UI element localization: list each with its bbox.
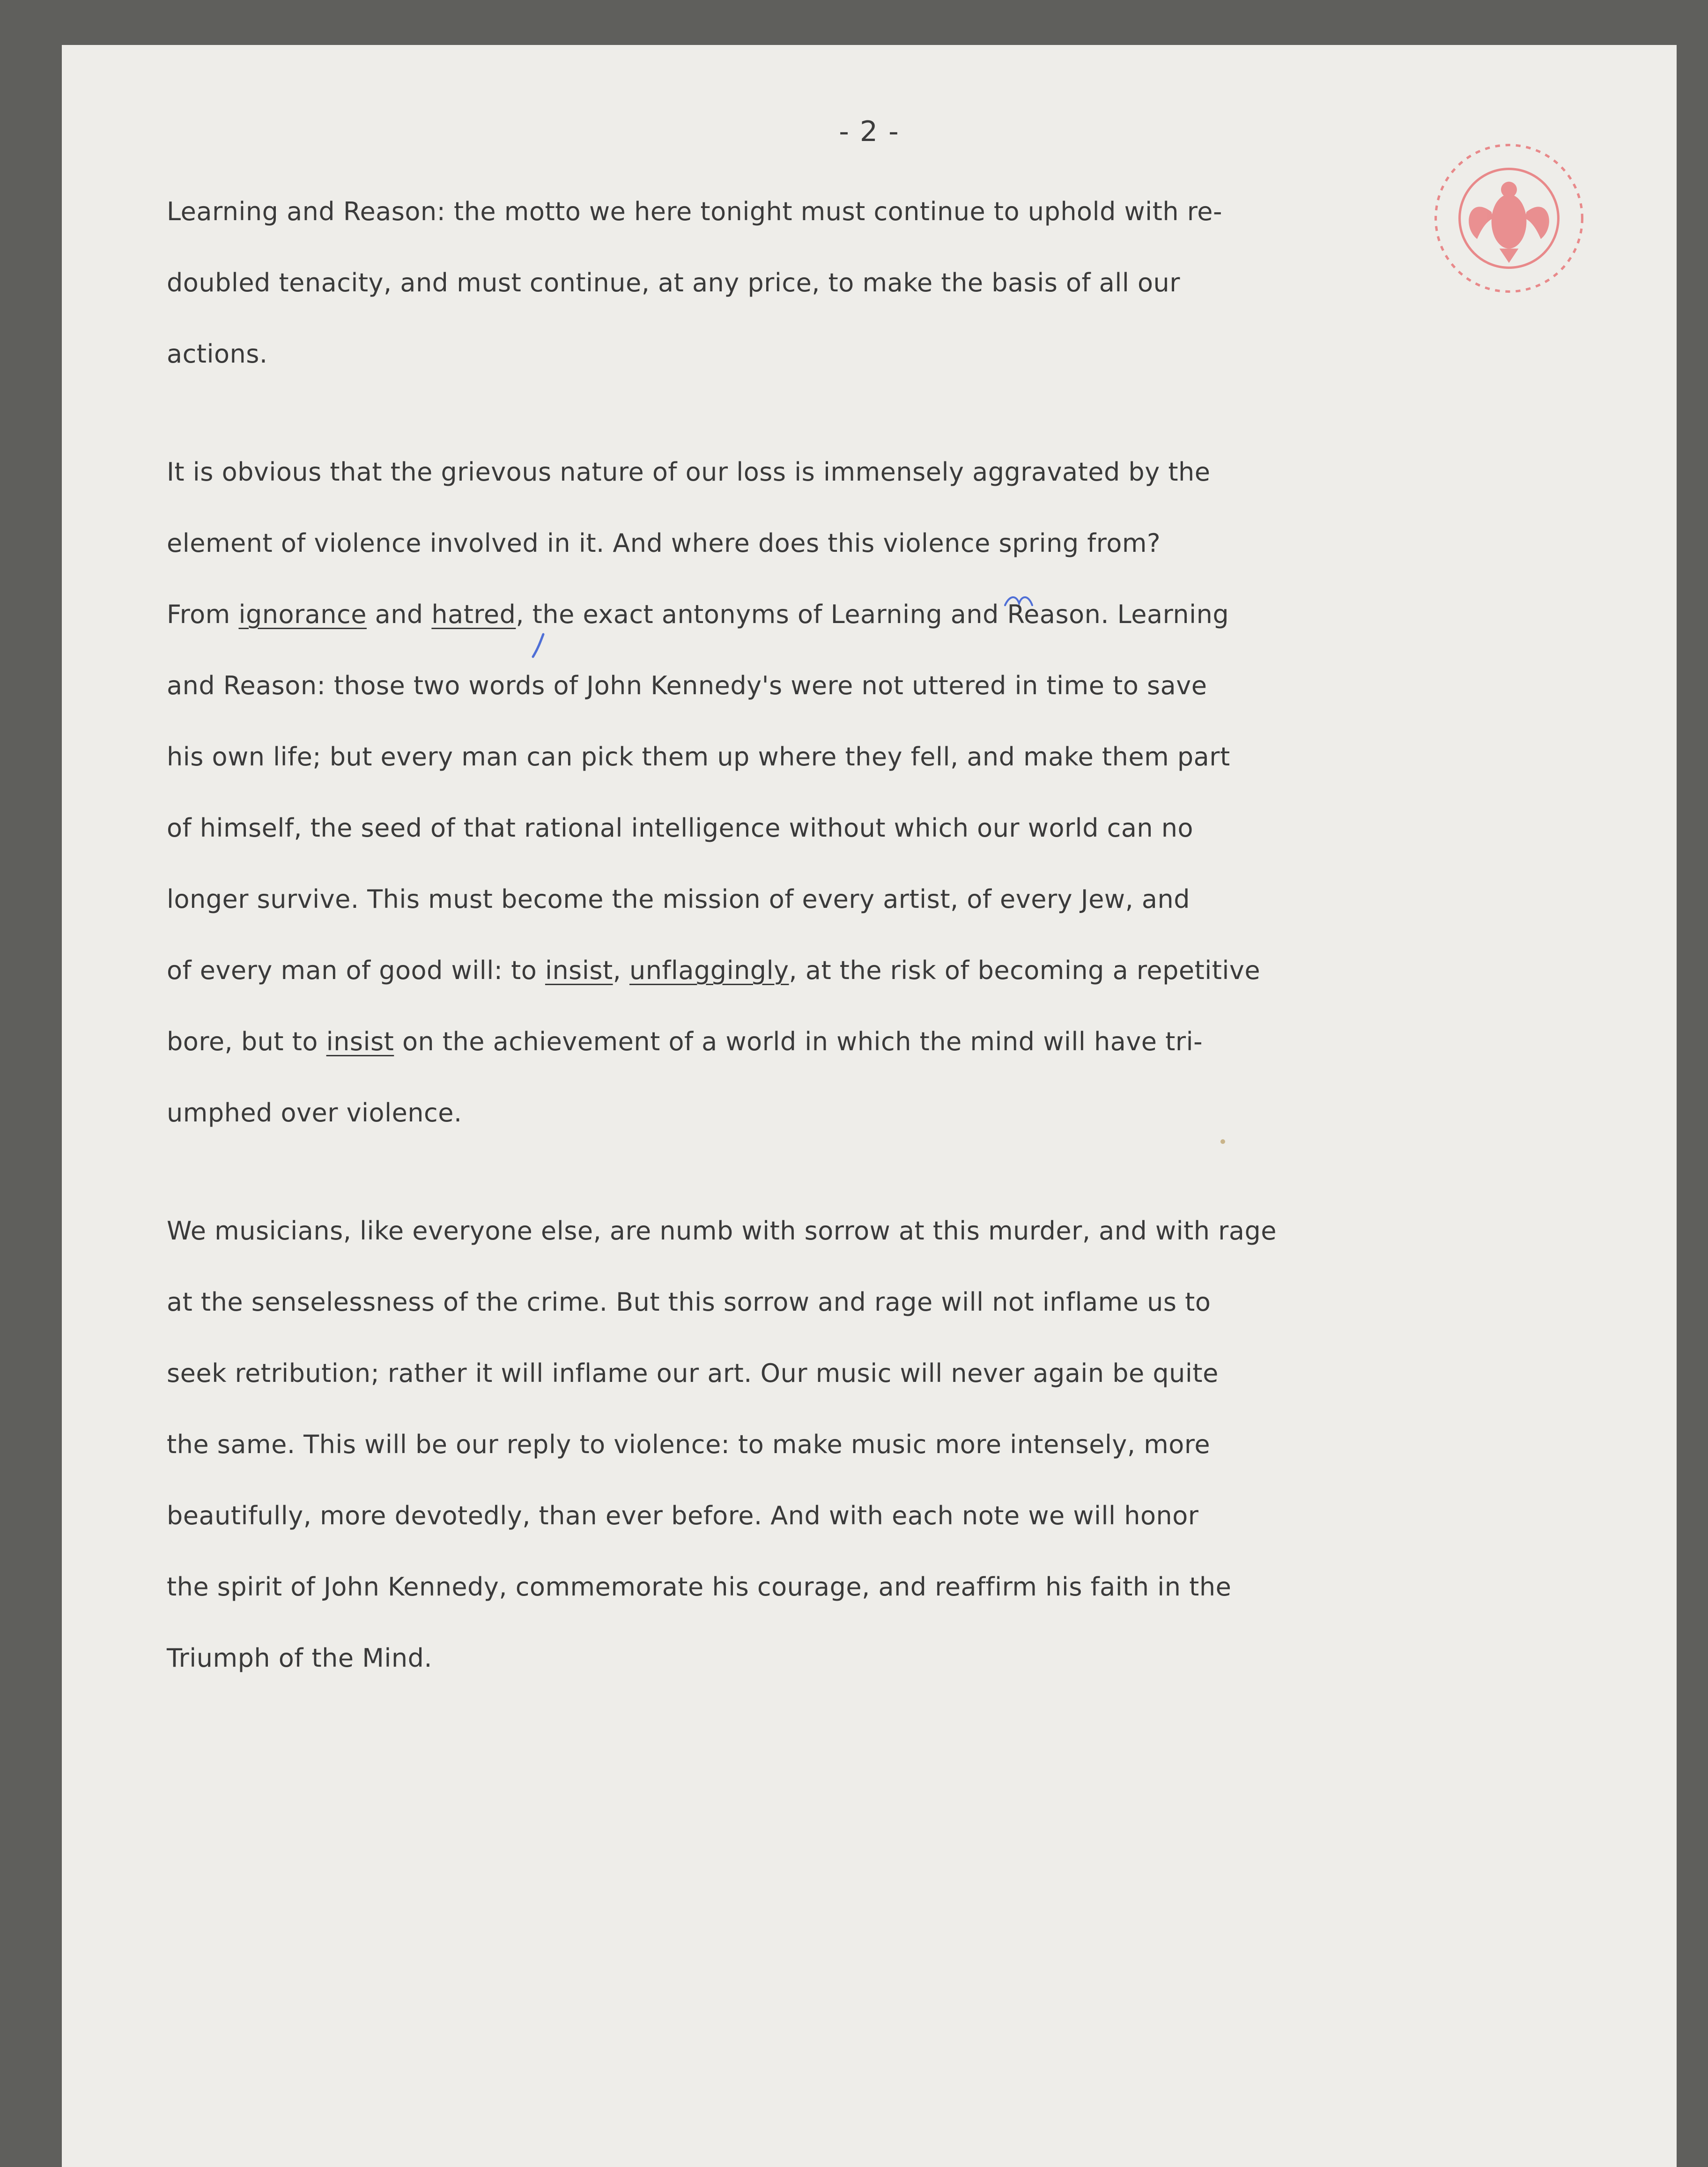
underlined-word: insist [326,1027,394,1056]
text-run: Triumph of the Mind. [167,1643,433,1673]
text-run: of himself, the seed of that rational intelligence without which our world can no [167,813,1194,843]
text-run: of every man of good will: to [167,956,545,985]
text-run: Learning and Reason: the motto we here tonight must continue to uphold with re- [167,197,1222,226]
text-line [167,1551,1562,1623]
text-line [167,1006,1562,1077]
text-run: It is obvious that the grievous nature of our loss is immensely aggravated by the [167,457,1211,487]
text-line [167,1195,1562,1267]
underlined-word: insist [545,956,613,985]
text-line [167,1077,1562,1149]
text-run: the spirit of John Kennedy, commemorate his courage, and reaffirm his faith in the [167,1572,1232,1602]
text-run: element of violence involved in it. And where does this violence spring from? [167,528,1161,558]
text-run: , the exact antonyms of Learning and Reason. Learning [516,600,1229,629]
text-run: actions. [167,339,268,369]
text-line [167,1623,1562,1694]
page-sheet [62,45,1677,2167]
underlined-word: hatred [431,600,516,629]
underlined-word: unflaggingly [629,956,789,985]
paragraph-gap [167,1149,1562,1195]
text-line [167,319,1562,390]
text-line [167,508,1562,579]
letter-body [167,176,1562,1694]
paragraph [167,1195,1562,1694]
text-line [167,1338,1562,1409]
text-line [167,1409,1562,1480]
paragraph [167,437,1562,1149]
text-run: and Reason: those two words of John Kennedy's were not uttered in time to save [167,671,1207,700]
text-run: From [167,600,239,629]
text-line [167,579,1562,650]
text-run: and [366,600,432,629]
paragraph-gap [167,390,1562,437]
text-run: bore, but to [167,1027,326,1056]
text-line [167,793,1562,864]
text-line [167,437,1562,508]
text-line [167,864,1562,935]
text-run: at the senselessness of the crime. But this sorrow and rage will not inflame us to [167,1287,1211,1317]
page-number: - 2 - [839,115,900,148]
text-line [167,247,1562,319]
text-line [167,935,1562,1006]
text-line [167,1267,1562,1338]
text-line [167,721,1562,793]
text-run: , at the risk of becoming a repetitive [789,956,1261,985]
text-run: on the achievement of a world in which the mind will have tri- [394,1027,1203,1056]
text-run: his own life; but every man can pick them up where they fell, and make them part [167,742,1230,772]
text-line [167,176,1562,247]
paragraph [167,176,1562,390]
text-run: umphed over violence. [167,1098,462,1128]
text-run: beautifully, more devotedly, than ever before. And with each note we will honor [167,1501,1199,1530]
text-run: the same. This will be our reply to violence: to make music more intensely, more [167,1430,1211,1459]
text-run: longer survive. This must become the mission of every artist, of every Jew, and [167,884,1190,914]
text-line [167,650,1562,721]
text-run: doubled tenacity, and must continue, at any price, to make the basis of all our [167,268,1180,297]
text-line [167,1480,1562,1551]
text-run: , [613,956,629,985]
text-run: We musicians, like everyone else, are numb with sorrow at this murder, and with rage [167,1216,1277,1246]
underlined-word: ignorance [238,600,367,629]
text-run: seek retribution; rather it will inflame our art. Our music will never again be quite [167,1358,1219,1388]
